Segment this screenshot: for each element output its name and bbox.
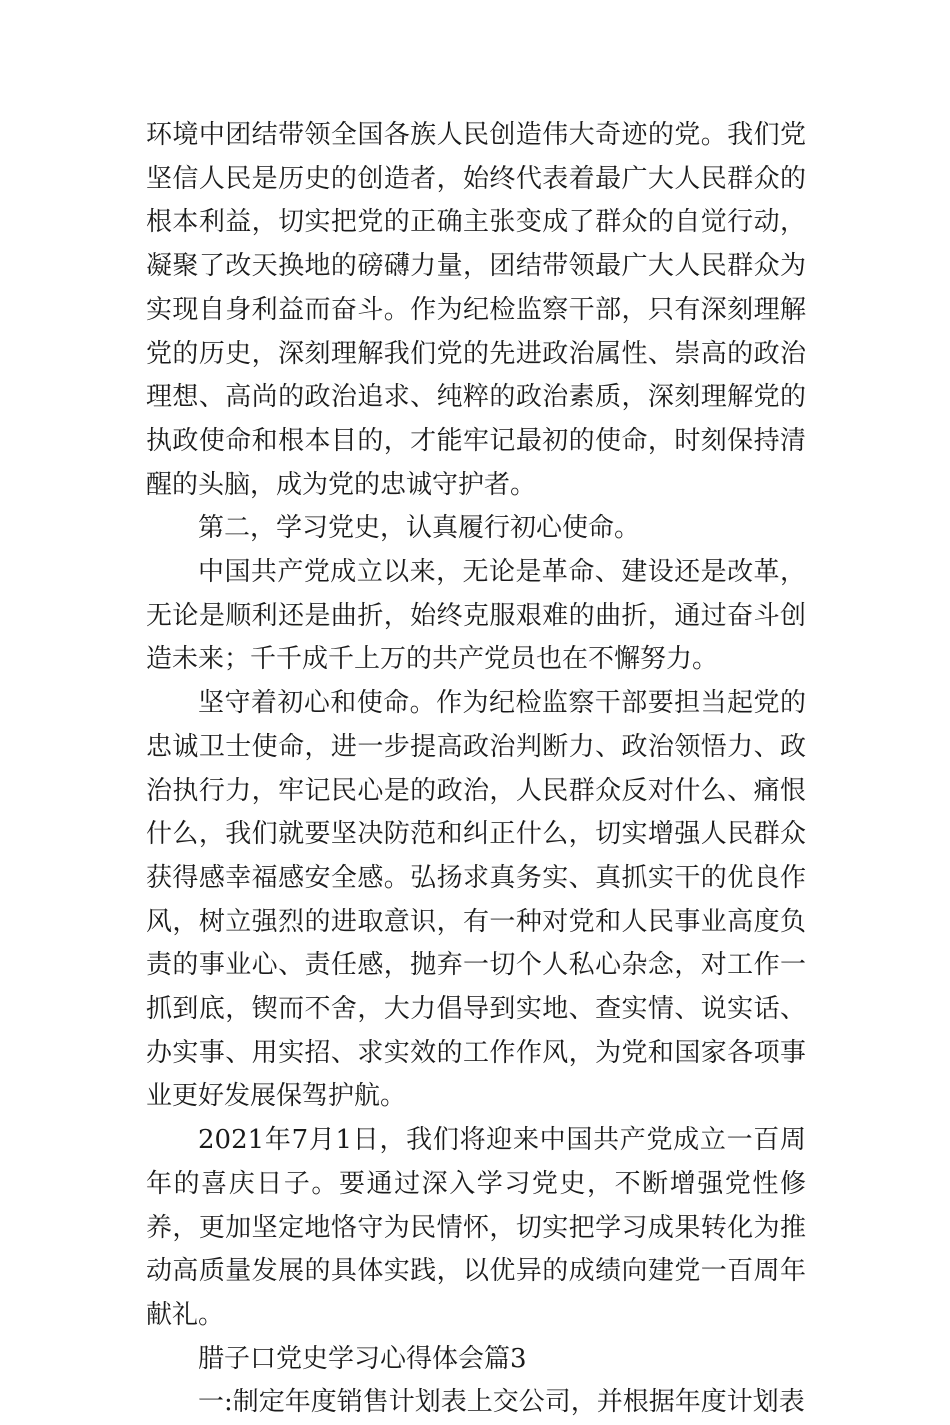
paragraph-centenary: 2021年7月1日，我们将迎来中国共产党成立一百周年的喜庆日子。要通过深入学习党史，不断增强党性修养，更加坚定地恪守为民情怀，切实把学习成果转化为推动高质量发展的具体实践，以优异的成绩向建党一百周年献礼。 — [146, 1125, 806, 1330]
section-heading-second: 第二，学习党史，认真履行初心使命。 — [198, 513, 641, 544]
article-title: 腊子口党史学习心得体会篇3 — [198, 1343, 527, 1374]
paragraph-continuation: 环境中团结带领全国各族人民创造伟大奇迹的党。我们党坚信人民是历史的创造者，始终代表着最广大人民群众的根本利益，切实把党的正确主张变成了群众的自觉行动，凝聚了改天换地的磅礴力量，团结带领最广大人民群众为实现自身利益而奋斗。作为纪检监察干部，只有深刻理解党的历史，深刻理解我们党的先进政治属性、崇高的政治理想、高尚的政治追求、纯粹的政治素质，深刻理解党的执政使命和根本目的，才能牢记最初的使命，时刻保持清醒的头脑，成为党的忠诚守护者。 — [146, 120, 806, 500]
paragraph-sales-plan: 一:制定年度销售计划表上交公司，并根据年度计划表 — [198, 1387, 805, 1418]
document-body — [146, 114, 806, 1425]
paragraph-party-history: 中国共产党成立以来，无论是革命、建设还是改革，无论是顺利还是曲折，始终克服艰难的曲折，通过奋斗创造未来；千千成千上万的共产党员也在不懈努力。 — [146, 557, 806, 675]
paragraph-mission: 坚守着初心和使命。作为纪检监察干部要担当起党的忠诚卫士使命，进一步提高政治判断力、政治领悟力、政治执行力，牢记民心是的政治，人民群众反对什么、痛恨什么，我们就要坚决防范和纠正什么，切实增强人民群众获得感幸福感安全感。弘扬求真务实、真抓实干的优良作风，树立强烈的进取意识，有一种对党和人民事业高度负责的事业心、责任感，抛弃一切个人私心杂念，对工作一抓到底，锲而不舍，大力倡导到实地、查实情、说实话、办实事、用实招、求实效的工作作风，为党和国家各项事业更好发展保驾护航。 — [146, 688, 806, 1112]
